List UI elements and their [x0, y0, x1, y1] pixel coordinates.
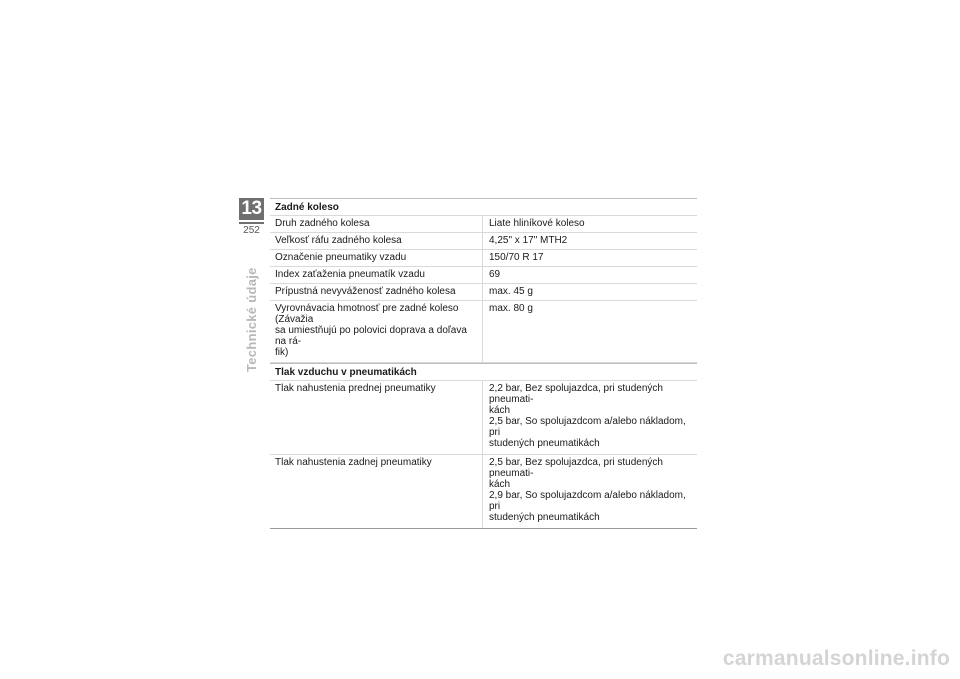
watermark: carmanualsonline.info — [722, 647, 950, 670]
page-number: 252 — [243, 225, 260, 236]
row-value: max. 80 g — [489, 303, 533, 314]
row-value: 150/70 R 17 — [489, 252, 544, 263]
row-label: Druh zadného kolesa — [270, 216, 483, 232]
row-value-line: studených pneumatikách — [489, 512, 600, 523]
chapter-divider — [239, 222, 264, 224]
row-value-line: 2,9 bar, So spolujazdcom a/alebo nákladom, pri — [489, 490, 686, 512]
table-row — [270, 301, 697, 363]
row-label: Prípustná nevyváženosť zadného kolesa — [270, 284, 483, 300]
chapter-title-vertical: Technické údaje — [244, 267, 259, 372]
row-value: 4,25" x 17" MTH2 — [489, 235, 568, 246]
table-row — [270, 233, 697, 250]
table-row — [270, 455, 697, 529]
row-value-line: 2,5 bar, So spolujazdcom a/alebo nákladom, pri — [489, 416, 686, 438]
chapter-tab — [239, 198, 264, 238]
row-label: Tlak nahustenia zadnej pneumatiky — [270, 455, 483, 528]
row-label: Označenie pneumatiky vzadu — [270, 250, 483, 266]
table-row — [270, 381, 697, 455]
row-value-line: kách — [489, 405, 511, 416]
row-label: Index zaťaženia pneumatík vzadu — [270, 267, 483, 283]
section-title-tire-pressure: Tlak vzduchu v pneumatikách — [270, 363, 697, 381]
row-value: Liate hliníkové koleso — [489, 218, 585, 229]
spec-table — [270, 198, 697, 529]
row-label-line: Vyrovnávacia hmotnosť pre zadné koleso (Závažia — [275, 303, 459, 325]
row-label: Veľkosť ráfu zadného kolesa — [270, 233, 483, 249]
row-label-line: fik) — [275, 347, 289, 358]
row-value — [483, 381, 697, 454]
table-row — [270, 284, 697, 301]
row-label-line: sa umiestňujú po polovici doprava a doľava na rá- — [275, 325, 467, 347]
chapter-number: 13 — [239, 198, 264, 220]
table-row — [270, 250, 697, 267]
row-value: 69 — [489, 269, 501, 280]
section-title-rear-wheel: Zadné koleso — [270, 198, 697, 216]
table-row — [270, 216, 697, 233]
row-value-line: 2,2 bar, Bez spolujazdca, pri studených pneumati- — [489, 383, 663, 405]
row-value-line: 2,5 bar, Bez spolujazdca, pri studených pneumati- — [489, 457, 663, 479]
row-value-line: studených pneumatikách — [489, 438, 600, 449]
row-value: max. 45 g — [489, 286, 533, 297]
row-value-line: kách — [489, 479, 511, 490]
row-value — [483, 455, 697, 528]
table-row — [270, 267, 697, 284]
row-label: Tlak nahustenia prednej pneumatiky — [270, 381, 483, 454]
row-label — [270, 301, 483, 362]
